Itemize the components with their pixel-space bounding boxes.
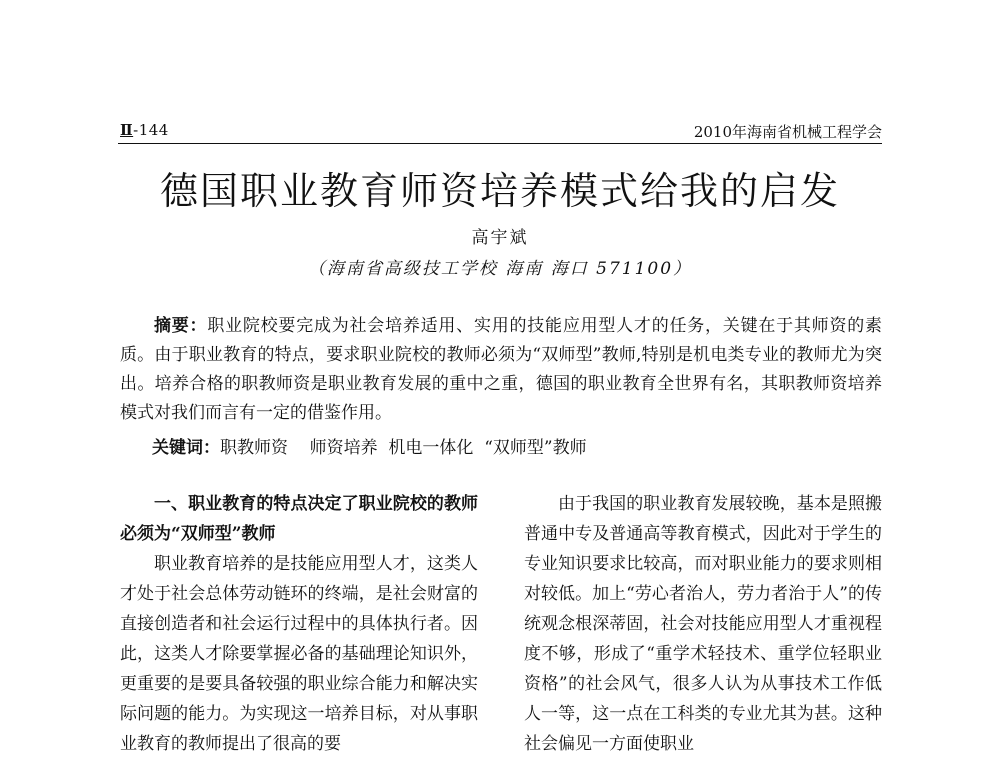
page-number-value: -144 [133,121,169,139]
conference-header: 2010年海南省机械工程学会 [693,123,882,141]
right-paragraph: 由于我国的职业教育发展较晚，基本是照搬普通中专及普通高等教育模式，因此对于学生的专业知识要求比较高，而对职业能力的要求则相对较低。加上“劳心者治人，劳力者治于人”的传统观念根深蒂固，社会对技能应用型人才重视程度不够，形成了“重学术轻技术、重学位轻职业资格”的社会风气，很多人认为从事技术工作低人一等，这一点在工科类的专业尤其为甚。这种社会偏见一方面使职业 [524,494,882,754]
left-paragraph: 职业教育培养的是技能应用型人才，这类人才处于社会总体劳动链环的终端，是社会财富的直接创造者和社会运行过程中的具体执行者。因此，这类人才除要掌握必备的基础理论知识外，更重要的是要具备较强的职业综合能力和解决实际问题的能力。为实现这一培养目标，对从事职业教育的教师提出了很高的要 [120,554,478,754]
abstract [120,312,882,428]
author-affiliation: （海南省高级技工学校 海南 海口 571100） [307,259,693,279]
keywords [152,433,587,458]
author-name: 高宇斌 [471,228,529,248]
abstract-label: 摘要： [154,316,208,336]
header-rule [118,143,882,144]
volume-roman-numeral: Ⅱ [120,121,134,139]
article-title: 德国职业教育师资培养模式给我的启发 [159,169,840,213]
keywords-text: 职教师资 师资培养 机电一体化 “双师型”教师 [220,438,587,458]
abstract-text: 职业院校要完成为社会培养适用、实用的技能应用型人才的任务，关键在于其师资的素质。由于职业教育的特点，要求职业院校的教师必须为“双师型”教师,特别是机电类专业的教师尤为突出。培养合格的职教师资是职业教育发展的重中之重，德国的职业教育全世界有名，其职教师资培养模式对我们而言有一定的借鉴作用。 [120,316,883,423]
left-column [120,489,478,759]
section-heading: 一、职业教育的特点决定了职业院校的教师必须为“双师型”教师 [120,494,478,544]
right-column [524,489,882,759]
keywords-label: 关键词： [152,438,220,458]
page-number [120,121,169,139]
